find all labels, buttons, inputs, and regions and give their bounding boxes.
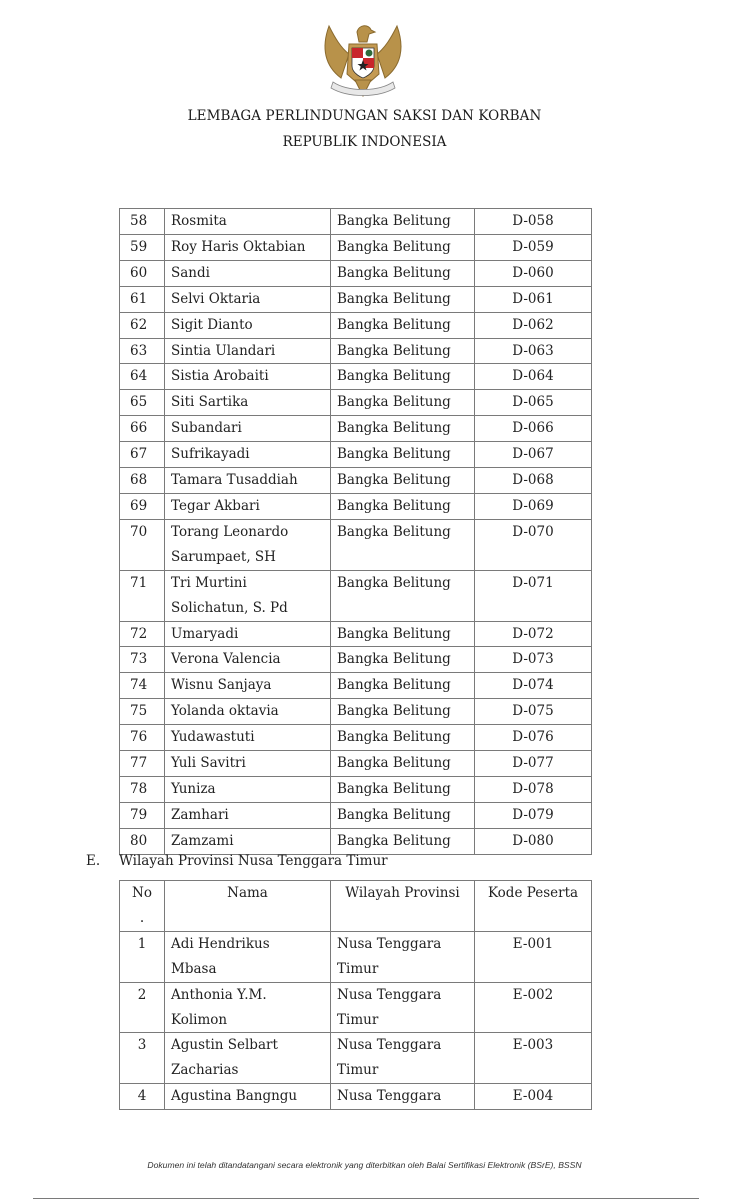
cell-kode: D-063: [475, 338, 592, 364]
cell-kode: D-066: [475, 416, 592, 442]
cell-kode: D-071: [475, 570, 592, 621]
cell-nama: Verona Valencia: [165, 647, 331, 673]
cell-nama: Roy Haris Oktabian: [165, 234, 331, 260]
table-row: [120, 673, 592, 699]
cell-kode: D-067: [475, 442, 592, 468]
cell-nama: Torang Leonardo Sarumpaet, SH: [165, 519, 331, 570]
table-row: [120, 260, 592, 286]
cell-kode: D-064: [475, 364, 592, 390]
cell-nama: Tamara Tusaddiah: [165, 468, 331, 494]
cell-no: 58: [120, 209, 165, 235]
cell-kode: D-077: [475, 751, 592, 777]
cell-nama: Subandari: [165, 416, 331, 442]
cell-no: 72: [120, 621, 165, 647]
cell-no: 78: [120, 776, 165, 802]
cell-kode: D-065: [475, 390, 592, 416]
table-row: [120, 286, 592, 312]
cell-no: 64: [120, 364, 165, 390]
table-row: [120, 828, 592, 854]
cell-no: 70: [120, 519, 165, 570]
cell-nama: Siti Sartika: [165, 390, 331, 416]
table-row: [120, 390, 592, 416]
cell-wilayah: Bangka Belitung: [331, 493, 475, 519]
cell-kode: D-073: [475, 647, 592, 673]
cell-no: 63: [120, 338, 165, 364]
cell-wilayah: Bangka Belitung: [331, 364, 475, 390]
cell-no: 66: [120, 416, 165, 442]
cell-wilayah: Bangka Belitung: [331, 468, 475, 494]
cell-nama: Sandi: [165, 260, 331, 286]
cell-no: 62: [120, 312, 165, 338]
cell-wilayah: Bangka Belitung: [331, 699, 475, 725]
table-row: [120, 776, 592, 802]
cell-no: 77: [120, 751, 165, 777]
cell-wilayah: Bangka Belitung: [331, 751, 475, 777]
cell-no: 73: [120, 647, 165, 673]
header-kode: Kode Peserta: [475, 881, 592, 932]
cell-wilayah: Bangka Belitung: [331, 416, 475, 442]
cell-nama: Yudawastuti: [165, 725, 331, 751]
cell-wilayah: Bangka Belitung: [331, 442, 475, 468]
table-row: [120, 570, 592, 621]
table-row: [120, 493, 592, 519]
cell-nama: Yuli Savitri: [165, 751, 331, 777]
cell-nama: Sigit Dianto: [165, 312, 331, 338]
cell-wilayah: Bangka Belitung: [331, 209, 475, 235]
cell-kode: D-079: [475, 802, 592, 828]
cell-nama: Tri Murtini Solichatun, S. Pd: [165, 570, 331, 621]
cell-no: 3: [120, 1033, 165, 1084]
cell-kode: D-078: [475, 776, 592, 802]
table-row: [120, 751, 592, 777]
table-row: [120, 802, 592, 828]
cell-no: 59: [120, 234, 165, 260]
table-row: [120, 468, 592, 494]
cell-no: 75: [120, 699, 165, 725]
cell-no: 67: [120, 442, 165, 468]
cell-kode: E-002: [475, 982, 592, 1033]
cell-nama: Adi Hendrikus Mbasa: [165, 931, 331, 982]
table-row: [120, 931, 592, 982]
cell-wilayah: Nusa Tenggara Timur: [331, 982, 475, 1033]
cell-kode: D-068: [475, 468, 592, 494]
table-row: [120, 982, 592, 1033]
institution-title: LEMBAGA PERLINDUNGAN SAKSI DAN KORBAN: [187, 108, 542, 124]
cell-nama: Wisnu Sanjaya: [165, 673, 331, 699]
table-row: [120, 364, 592, 390]
garuda-pancasila-emblem-icon: [303, 18, 423, 100]
cell-wilayah: Bangka Belitung: [331, 312, 475, 338]
cell-kode: D-076: [475, 725, 592, 751]
table-row: [120, 338, 592, 364]
section-letter: E.: [86, 853, 101, 869]
cell-wilayah: Bangka Belitung: [331, 390, 475, 416]
electronic-signature-notice: Dokumen ini telah ditandatangani secara elektronik yang diterbitkan oleh Balai Sertifikasi Elektronik (BSrE), BSSN: [147, 1160, 582, 1170]
cell-wilayah: Bangka Belitung: [331, 776, 475, 802]
participants-table-nusa-tenggara-timur: [119, 880, 592, 1110]
cell-kode: D-070: [475, 519, 592, 570]
cell-no: 74: [120, 673, 165, 699]
cell-nama: Zamhari: [165, 802, 331, 828]
cell-wilayah: Bangka Belitung: [331, 673, 475, 699]
cell-nama: Agustin Selbart Zacharias: [165, 1033, 331, 1084]
participants-table-bangka-belitung: [119, 208, 592, 855]
cell-no: 1: [120, 931, 165, 982]
cell-kode: D-075: [475, 699, 592, 725]
table-header-row: [120, 881, 592, 932]
cell-nama: Sintia Ulandari: [165, 338, 331, 364]
table-row: [120, 621, 592, 647]
cell-wilayah: Bangka Belitung: [331, 286, 475, 312]
cell-wilayah: Nusa Tenggara Timur: [331, 931, 475, 982]
cell-kode: D-062: [475, 312, 592, 338]
cell-no: 71: [120, 570, 165, 621]
cell-wilayah: Bangka Belitung: [331, 725, 475, 751]
cell-wilayah: Bangka Belitung: [331, 234, 475, 260]
cell-kode: E-003: [475, 1033, 592, 1084]
cell-no: 65: [120, 390, 165, 416]
table-row: [120, 234, 592, 260]
cell-wilayah: Bangka Belitung: [331, 260, 475, 286]
cell-kode: D-080: [475, 828, 592, 854]
cell-nama: Tegar Akbari: [165, 493, 331, 519]
table-row: [120, 1033, 592, 1084]
footer-divider: [33, 1198, 699, 1199]
cell-wilayah: Bangka Belitung: [331, 570, 475, 621]
table-row: [120, 442, 592, 468]
cell-no: 79: [120, 802, 165, 828]
table-row: [120, 647, 592, 673]
cell-kode: D-069: [475, 493, 592, 519]
cell-kode: D-061: [475, 286, 592, 312]
cell-no: 61: [120, 286, 165, 312]
cell-nama: Yolanda oktavia: [165, 699, 331, 725]
cell-no: 69: [120, 493, 165, 519]
cell-kode: D-060: [475, 260, 592, 286]
cell-nama: Rosmita: [165, 209, 331, 235]
cell-wilayah: Bangka Belitung: [331, 802, 475, 828]
cell-nama: Sistia Arobaiti: [165, 364, 331, 390]
cell-kode: D-059: [475, 234, 592, 260]
table-row: [120, 416, 592, 442]
table-row: [120, 209, 592, 235]
table-row: [120, 699, 592, 725]
header-no: No .: [120, 881, 165, 932]
cell-kode: D-072: [475, 621, 592, 647]
cell-kode: D-058: [475, 209, 592, 235]
cell-wilayah: Bangka Belitung: [331, 647, 475, 673]
cell-wilayah: Bangka Belitung: [331, 828, 475, 854]
cell-nama: Umaryadi: [165, 621, 331, 647]
cell-nama: Agustina Bangngu: [165, 1084, 331, 1110]
cell-nama: Yuniza: [165, 776, 331, 802]
cell-no: 4: [120, 1084, 165, 1110]
cell-no: 68: [120, 468, 165, 494]
table-row: [120, 1084, 592, 1110]
cell-kode: E-001: [475, 931, 592, 982]
cell-wilayah: Bangka Belitung: [331, 621, 475, 647]
table-row: [120, 725, 592, 751]
cell-wilayah: Nusa Tenggara Timur: [331, 1033, 475, 1084]
cell-no: 60: [120, 260, 165, 286]
header-nama: Nama: [165, 881, 331, 932]
cell-nama: Sufrikayadi: [165, 442, 331, 468]
cell-wilayah: Bangka Belitung: [331, 338, 475, 364]
cell-no: 2: [120, 982, 165, 1033]
header-wilayah: Wilayah Provinsi: [331, 881, 475, 932]
cell-nama: Anthonia Y.M. Kolimon: [165, 982, 331, 1033]
section-title: Wilayah Provinsi Nusa Tenggara Timur: [119, 853, 388, 869]
cell-no: 76: [120, 725, 165, 751]
table-row: [120, 312, 592, 338]
cell-kode: D-074: [475, 673, 592, 699]
cell-no: 80: [120, 828, 165, 854]
table-row: [120, 519, 592, 570]
cell-nama: Selvi Oktaria: [165, 286, 331, 312]
cell-kode: E-004: [475, 1084, 592, 1110]
cell-nama: Zamzami: [165, 828, 331, 854]
section-heading-e: [86, 853, 388, 869]
institution-subtitle: REPUBLIK INDONESIA: [282, 134, 447, 150]
cell-wilayah: Nusa Tenggara: [331, 1084, 475, 1110]
cell-wilayah: Bangka Belitung: [331, 519, 475, 570]
